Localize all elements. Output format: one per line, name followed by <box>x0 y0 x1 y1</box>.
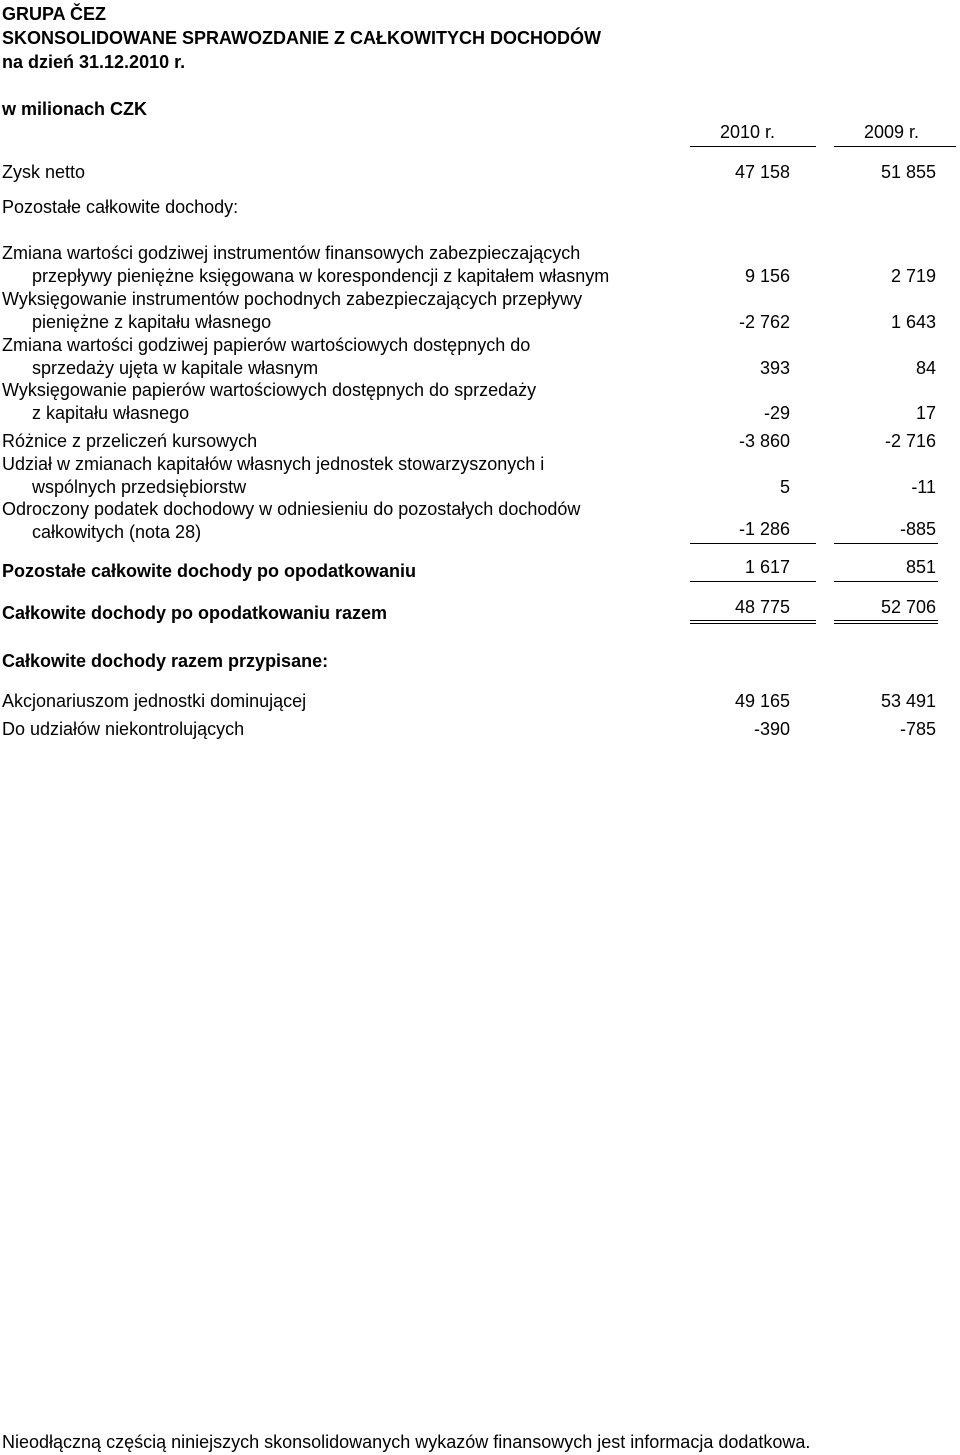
oci-heading: Pozostałe całkowite dochody: <box>2 197 239 217</box>
fx-differences-2009: -2 716 <box>884 431 936 451</box>
cashflow-hedge-change-label-line1: Zmiana wartości godziwej instrumentów finansowych zabezpieczających <box>2 243 581 263</box>
cashflow-hedge-release-label-line1: Wyksięgowanie instrumentów pochodnych zabezpieczających przepływy <box>2 289 583 309</box>
deferred-tax-label-line2: całkowitych (nota 28) <box>32 522 202 542</box>
total-ci-2009: 52 706 <box>880 597 936 617</box>
cashflow-hedge-release-label-line2: pieniężne z kapitału własnego <box>32 312 272 332</box>
column-header-2010: 2010 r. <box>720 122 776 142</box>
total-double-rule-2009 <box>834 620 938 624</box>
deferred-tax-label-line1: Odroczony podatek dochodowy w odniesieniu do pozostałych dochodów <box>2 499 581 519</box>
deferred-tax-2009: -885 <box>899 519 936 539</box>
cashflow-hedge-release-2010: -2 762 <box>738 312 790 332</box>
statement-title: SKONSOLIDOWANE SPRAWOZDANIE Z CAŁKOWITYCH DOCHODÓW <box>2 28 601 48</box>
net-profit-label: Zysk netto <box>2 162 86 182</box>
units-label: w milionach CZK <box>2 99 148 119</box>
cashflow-hedge-change-2009: 2 719 <box>890 266 936 286</box>
total-double-rule-2010 <box>690 620 816 624</box>
associates-share-2010: 5 <box>779 477 790 497</box>
cashflow-hedge-release-2009: 1 643 <box>890 312 936 332</box>
cashflow-hedge-change-label-line2: przepływy pieniężne księgowana w korespondencji z kapitałem własnym <box>32 266 610 286</box>
afs-change-label-line1: Zmiana wartości godziwej papierów wartościowych dostępnych do <box>2 335 531 355</box>
column-header-underline-2010 <box>690 146 816 147</box>
afs-release-label-line1: Wyksięgowanie papierów wartościowych dostępnych do sprzedaży <box>2 380 537 400</box>
oci-after-tax-2009: 851 <box>905 557 936 577</box>
total-ci-2010: 48 775 <box>734 597 790 617</box>
column-header-2009: 2009 r. <box>864 122 920 142</box>
fx-differences-label: Różnice z przeliczeń kursowych <box>2 431 258 451</box>
parent-shareholders-label: Akcjonariuszom jednostki dominującej <box>2 691 307 711</box>
subtotal-rule-2010 <box>690 543 816 544</box>
net-profit-2009: 51 855 <box>880 162 936 182</box>
parent-shareholders-2009: 53 491 <box>880 691 936 711</box>
oci-after-tax-label: Pozostałe całkowite dochody po opodatkowaniu <box>2 561 417 581</box>
footer-note: Nieodłączną częścią niniejszych skonsolidowanych wykazów finansowych jest informacja dodatkowa. <box>2 1432 811 1452</box>
afs-release-2010: -29 <box>763 403 790 423</box>
afs-change-label-line2: sprzedaży ujęta w kapitale własnym <box>32 358 319 378</box>
nci-2009: -785 <box>899 719 936 739</box>
afs-change-2009: 84 <box>915 358 936 378</box>
oci-rule-2010 <box>690 581 816 582</box>
associates-share-label-line1: Udział w zmianach kapitałów własnych jednostek stowarzyszonych i <box>2 454 545 474</box>
deferred-tax-2010: -1 286 <box>738 519 790 539</box>
fx-differences-2010: -3 860 <box>738 431 790 451</box>
column-header-underline-2009 <box>834 146 956 147</box>
net-profit-2010: 47 158 <box>734 162 790 182</box>
parent-shareholders-2010: 49 165 <box>734 691 790 711</box>
statement-date: na dzień 31.12.2010 r. <box>2 52 186 72</box>
associates-share-2009: -11 <box>911 477 936 497</box>
attributable-heading: Całkowite dochody razem przypisane: <box>2 651 329 671</box>
cashflow-hedge-change-2010: 9 156 <box>744 266 790 286</box>
associates-share-label-line2: wspólnych przedsiębiorstw <box>32 477 247 497</box>
subtotal-rule-2009 <box>834 543 938 544</box>
nci-label: Do udziałów niekontrolujących <box>2 719 245 739</box>
afs-release-2009: 17 <box>915 403 936 423</box>
afs-change-2010: 393 <box>759 358 790 378</box>
nci-2010: -390 <box>753 719 790 739</box>
company-name: GRUPA ČEZ <box>2 4 107 24</box>
total-ci-label: Całkowite dochody po opodatkowaniu razem <box>2 603 388 623</box>
afs-release-label-line2: z kapitału własnego <box>32 403 190 423</box>
oci-rule-2009 <box>834 581 938 582</box>
oci-after-tax-2010: 1 617 <box>744 557 790 577</box>
